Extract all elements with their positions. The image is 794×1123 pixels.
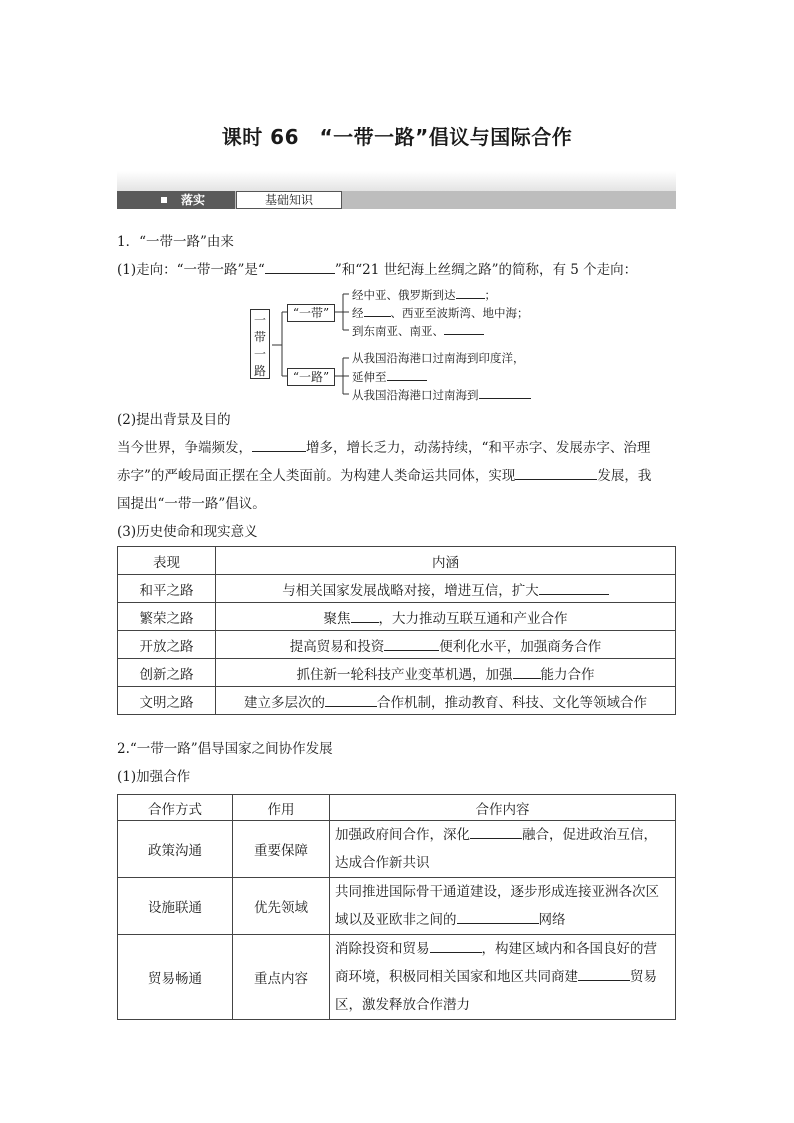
row-label: 创新之路 — [118, 659, 216, 687]
row-mode: 政策沟通 — [118, 821, 233, 878]
row-content: 抓住新一轮科技产业变革机遇，加强 能力合作 — [216, 659, 676, 687]
row-content: 消除投资和贸易 ，构建区域内和各国良好的营 商环境，积极同相关国家和地区共同商建 贸易 区，激发释放合作潜力 — [330, 935, 676, 1020]
table-row — [118, 687, 676, 715]
fill-blank[interactable] — [384, 635, 439, 651]
table-row — [118, 575, 676, 603]
row-content: 建立多层次的 合作机制，推动教育、科技、文化等领域合作 — [216, 687, 676, 715]
fill-blank[interactable] — [578, 965, 630, 981]
row-mode: 贸易畅通 — [118, 935, 233, 1020]
diagram-root-box: 一带一路 — [250, 309, 270, 379]
fill-blank[interactable] — [351, 607, 379, 623]
row-content: 与相关国家发展战略对接，增进互信，扩大 — [216, 575, 676, 603]
table-header-row — [118, 547, 676, 575]
section-tag-primary: 落实 — [117, 191, 235, 209]
table-header-cell: 内涵 — [216, 547, 676, 575]
section-tag-secondary: 基础知识 — [236, 191, 342, 209]
road-route-3: 从我国沿海港口过南海到 — [352, 387, 531, 402]
table-header-row — [118, 795, 676, 821]
q2-line-3: 国提出“一带一路”倡议。 — [117, 496, 266, 512]
fill-blank[interactable] — [479, 387, 531, 399]
table-header-cell: 表现 — [118, 547, 216, 575]
row-label: 开放之路 — [118, 631, 216, 659]
row-content: 加强政府间合作，深化 融合，促进政治互信， 达成合作新共识 — [330, 821, 676, 878]
belt-route-2: 经 、西亚至波斯湾、地中海； — [352, 306, 529, 320]
page-title: 课时 66 “一带一路”倡议与国际合作 — [221, 125, 573, 149]
row-content: 聚焦 ，大力推动互联互通和产业合作 — [216, 603, 676, 631]
row-mode: 设施联通 — [118, 878, 233, 935]
q1-line: (1)走向：“一带一路”是“ ”和“21 世纪海上丝绸之路”的简称，有 5 个走向： — [117, 256, 637, 284]
fill-blank[interactable] — [470, 823, 522, 839]
q2-line-1: 当今世界，争端频发， 增多，增长乏力，动荡持续，“和平赤字、发展赤字、治理 — [117, 434, 650, 462]
fill-blank[interactable] — [444, 323, 484, 335]
mission-table — [117, 546, 676, 715]
route-diagram — [246, 282, 566, 402]
row-label: 繁荣之路 — [118, 603, 216, 631]
fill-blank[interactable] — [325, 691, 377, 707]
row-role: 重点内容 — [233, 935, 330, 1020]
road-route-2: 延伸至 — [352, 369, 427, 384]
fill-blank[interactable] — [387, 369, 427, 381]
belt-route-1: 经中亚、俄罗斯到达 ； — [352, 288, 496, 302]
fill-blank[interactable] — [457, 908, 539, 924]
fill-blank[interactable] — [513, 663, 541, 679]
table-row — [118, 821, 676, 878]
cooperation-table — [117, 794, 676, 1020]
fill-blank[interactable] — [252, 436, 306, 452]
row-content: 共同推进国际骨干通道建设，逐步形成连接亚洲各次区 域以及亚欧非之间的 网络 — [330, 878, 676, 935]
row-role: 重要保障 — [233, 821, 330, 878]
fill-blank[interactable] — [265, 258, 335, 274]
table-row — [118, 603, 676, 631]
road-route-1: 从我国沿海港口过南海到印度洋， — [352, 351, 525, 365]
diagram-belt-box: “一带” — [287, 304, 335, 322]
fill-blank[interactable] — [364, 305, 391, 317]
section-2-heading: 2.“一带一路”倡导国家之间协作发展 — [117, 741, 333, 757]
q2-title: (2)提出背景及目的 — [117, 412, 231, 428]
row-role: 优先领域 — [233, 878, 330, 935]
table-row — [118, 878, 676, 935]
s2-q1-title: (1)加强合作 — [117, 769, 191, 785]
table-header-cell: 作用 — [233, 795, 330, 821]
belt-route-3: 到东南亚、南亚、 — [352, 323, 484, 338]
diagram-road-box: “一路” — [287, 368, 335, 386]
row-label: 和平之路 — [118, 575, 216, 603]
square-bullet-icon — [161, 197, 167, 203]
fill-blank[interactable] — [430, 937, 482, 953]
fill-blank[interactable] — [539, 579, 609, 595]
fill-blank[interactable] — [515, 464, 597, 480]
q2-line-2: 赤字”的严峻局面正摆在全人类面前。为构建人类命运共同体，实现 发展，我 — [117, 462, 651, 490]
section-1-heading: 1．“一带一路”由来 — [117, 234, 234, 250]
table-row — [118, 935, 676, 1020]
table-row — [118, 659, 676, 687]
row-label: 文明之路 — [118, 687, 216, 715]
table-header-cell: 合作内容 — [330, 795, 676, 821]
fill-blank[interactable] — [456, 287, 485, 299]
table-row — [118, 631, 676, 659]
section-bar — [117, 171, 676, 211]
row-content: 提高贸易和投资 便利化水平，加强商务合作 — [216, 631, 676, 659]
table-header-cell: 合作方式 — [118, 795, 233, 821]
q3-title: (3)历史使命和现实意义 — [117, 524, 258, 540]
